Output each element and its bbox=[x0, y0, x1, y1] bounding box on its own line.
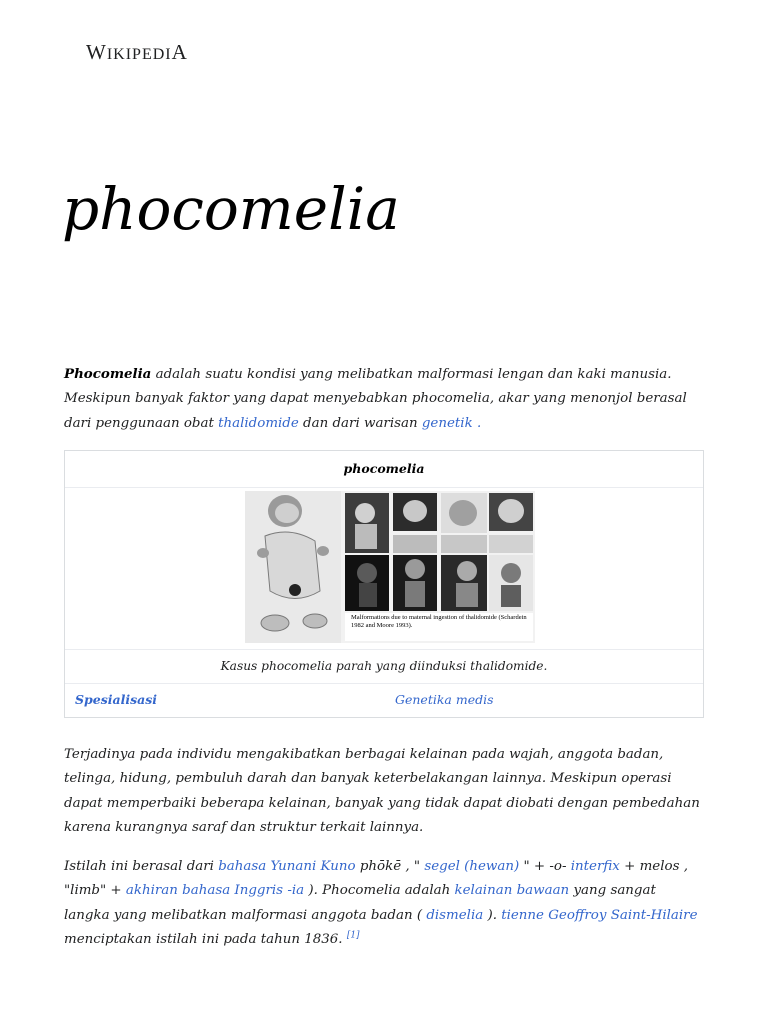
infobox-image-row bbox=[65, 487, 703, 650]
link-akhiran-bahasa-inggris[interactable]: akhiran bahasa Inggris bbox=[125, 883, 284, 899]
photo-caption-text: Malformations due to maternal ingestion of thalidomide (Schardein 1982 and Moore 1993). bbox=[351, 614, 527, 629]
infobox-row-spesialisasi bbox=[65, 683, 703, 717]
intro-bold-term: Phocomelia bbox=[64, 366, 152, 382]
infobox-label-spesialisasi[interactable]: Spesialisasi bbox=[75, 692, 158, 707]
reference-link-1[interactable]: [1] bbox=[346, 930, 360, 941]
p3-text: menciptakan istilah ini pada tahun 1836. bbox=[64, 931, 347, 947]
link-thalidomide[interactable]: thalidomide bbox=[218, 415, 299, 431]
paragraph-3 bbox=[64, 855, 704, 952]
logo-first: W bbox=[86, 40, 107, 64]
p3-text: ). Phocomelia adalah bbox=[304, 883, 455, 899]
p3-text: ). bbox=[483, 907, 502, 923]
link-ia[interactable]: -ia bbox=[287, 883, 305, 899]
link-dismelia[interactable]: dismelia bbox=[426, 907, 484, 923]
logo-rest: IKIPEDI bbox=[106, 46, 172, 63]
link-geoffroy-saint-hilaire[interactable]: tienne Geoffroy Saint-Hilaire bbox=[501, 907, 698, 923]
link-kelainan-bawaan[interactable]: kelainan bawaan bbox=[454, 883, 570, 899]
infobox-photo[interactable] bbox=[245, 491, 535, 643]
intro-paragraph bbox=[64, 362, 704, 436]
wikipedia-logo[interactable] bbox=[86, 40, 188, 65]
page-title: phocomelia bbox=[62, 175, 400, 243]
link-genetik[interactable]: genetik . bbox=[421, 415, 482, 431]
infobox bbox=[64, 450, 704, 718]
p3-text: phōkē , " bbox=[355, 859, 425, 874]
intro-text-1: adalah suatu kondisi yang melibatkan malformasi lengan dan kaki manusia. Meskipun banyak faktor yang dapat menyebabkan phocomelia, akar yang menonjol berasal dari penggunaan obat bbox=[64, 367, 687, 431]
paragraph-2: Terjadinya pada individu mengakibatkan berbagai kelainan pada wajah, anggota badan, telinga, hidung, pembuluh darah dan banyak keterbelakangan lainnya. Meskipun operasi dapat memperbaiki beberapa kelainan, banyak yang tidak dapat diobati dengan pembedahan karena kurangnya saraf dan struktur terkait lainnya. bbox=[64, 747, 700, 835]
logo-last: A bbox=[171, 40, 188, 64]
link-bahasa-yunani-kuno[interactable]: bahasa Yunani Kuno bbox=[218, 859, 356, 874]
link-segel-hewan[interactable]: segel (hewan) bbox=[424, 859, 520, 874]
p3-text: yang sangat langka yang melibatkan malformasi anggota badan ( bbox=[64, 883, 656, 923]
p3-text: + melos , "limb" + bbox=[64, 859, 688, 899]
infobox-caption: Kasus phocomelia parah yang diinduksi thalidomide. bbox=[65, 649, 703, 684]
p3-text: " + -o- bbox=[519, 859, 571, 874]
intro-text-2: dan dari warisan bbox=[298, 415, 422, 431]
p3-text: Istilah ini berasal dari bbox=[64, 859, 219, 874]
link-interfix[interactable]: interfix bbox=[570, 859, 620, 874]
infobox-title: phocomelia bbox=[65, 451, 703, 488]
infobox-value-genetika-medis[interactable]: Genetika medis bbox=[395, 692, 494, 707]
